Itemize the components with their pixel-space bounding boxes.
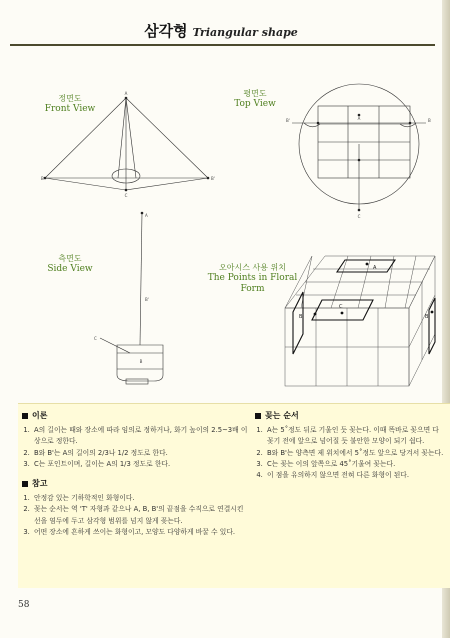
order-item: 3. C는 꽂는 이의 앞쪽으로 45˚기울여 꽂는다. bbox=[265, 459, 447, 470]
floral-b-label: B bbox=[425, 314, 429, 320]
side-view-diagram bbox=[90, 205, 170, 390]
top-c-label: C bbox=[357, 214, 361, 219]
page-number: 58 bbox=[18, 600, 30, 610]
reference-heading-text: 참고 bbox=[32, 479, 48, 489]
notes-left-panel bbox=[18, 403, 252, 588]
front-c-label: C bbox=[124, 193, 128, 198]
reference-item: 3. 어떤 장소에 흔하게 쓰이는 화형이고, 모양도 다양하게 바꿀 수 있다. bbox=[32, 527, 248, 538]
side-bprime-label: B' bbox=[145, 297, 149, 302]
order-item: 2. B와 B'는 양측면 제 위치에서 5˚정도 앞으로 당겨서 꽂는다. bbox=[265, 448, 447, 459]
top-b-label: B bbox=[428, 118, 431, 123]
notes-right-panel bbox=[251, 403, 450, 588]
order-list bbox=[255, 425, 447, 481]
top-a-label: A bbox=[357, 116, 361, 121]
reference-heading bbox=[22, 478, 248, 489]
top-view-korean: 평면도 bbox=[243, 89, 267, 98]
top-view-label bbox=[225, 88, 285, 110]
bullet-square-icon bbox=[22, 413, 28, 419]
front-a-label: A bbox=[124, 91, 128, 96]
floral-bprime-label: B' bbox=[299, 314, 304, 320]
side-c-label: C bbox=[94, 336, 97, 341]
reference-item: 2. 꽂는 순서는 역 'T' 자형과 같으나 A, B, B'의 끝점을 수직으로 연결시킨 선을 염두에 두고 삼각형 범위를 넘지 않게 꽂는다. bbox=[32, 504, 248, 526]
side-b-label: B bbox=[139, 359, 143, 364]
front-bprime-label: B' bbox=[211, 176, 215, 181]
title-rule bbox=[10, 44, 435, 46]
reference-list bbox=[22, 493, 248, 538]
theory-list bbox=[22, 425, 248, 470]
top-view-diagram bbox=[280, 82, 440, 222]
front-view-english: Front View bbox=[44, 104, 96, 114]
order-heading bbox=[255, 410, 447, 421]
order-item: 1. A는 5˚정도 뒤로 기울인 듯 꽂는다. 이때 똑바로 꽂으면 다 꽂기 전에 앞으로 넘어질 듯 불안한 모양이 되기 쉽다. bbox=[265, 425, 447, 447]
front-view-diagram bbox=[40, 90, 220, 200]
theory-item: 1. A의 길이는 때와 장소에 따라 임의로 정하거나, 화기 높이의 2.5~3배 이상으로 정한다. bbox=[32, 425, 248, 447]
theory-item: 2. B와 B'는 A의 길이의 2/3나 1/2 정도로 한다. bbox=[32, 448, 248, 459]
bullet-square-icon bbox=[22, 481, 28, 487]
reference-item: 1. 안정감 있는 기하학적인 화형이다. bbox=[32, 493, 248, 504]
theory-heading-text: 이론 bbox=[32, 411, 48, 420]
floral-points-korean: 오아시스 사용 위치 bbox=[219, 263, 286, 272]
title-english: Triangular shape bbox=[192, 26, 298, 39]
side-view-korean: 측면도 bbox=[58, 254, 82, 263]
order-item: 4. 이 점을 유의하지 않으면 전혀 다른 화형이 된다. bbox=[265, 470, 447, 481]
front-view-korean: 정면도 bbox=[58, 94, 82, 103]
bullet-square-icon bbox=[255, 413, 261, 419]
order-heading-text: 꽂는 순서 bbox=[265, 411, 299, 420]
top-bprime-label: B' bbox=[286, 118, 290, 123]
oasis-points-diagram bbox=[275, 250, 450, 400]
title-korean: 삼각형 bbox=[144, 22, 188, 40]
top-view-english: Top View bbox=[234, 99, 276, 109]
floral-points-english: The Points in Floral Form bbox=[207, 273, 298, 294]
front-b-label: B bbox=[41, 176, 44, 181]
side-view-english: Side View bbox=[47, 264, 93, 274]
floral-c-label: C bbox=[339, 304, 343, 310]
theory-item: 3. C는 포인트이며, 길이는 A의 1/3 정도로 한다. bbox=[32, 459, 248, 470]
theory-heading bbox=[22, 410, 248, 421]
floral-a-label: A bbox=[373, 265, 377, 271]
side-a-label: A bbox=[145, 213, 148, 218]
